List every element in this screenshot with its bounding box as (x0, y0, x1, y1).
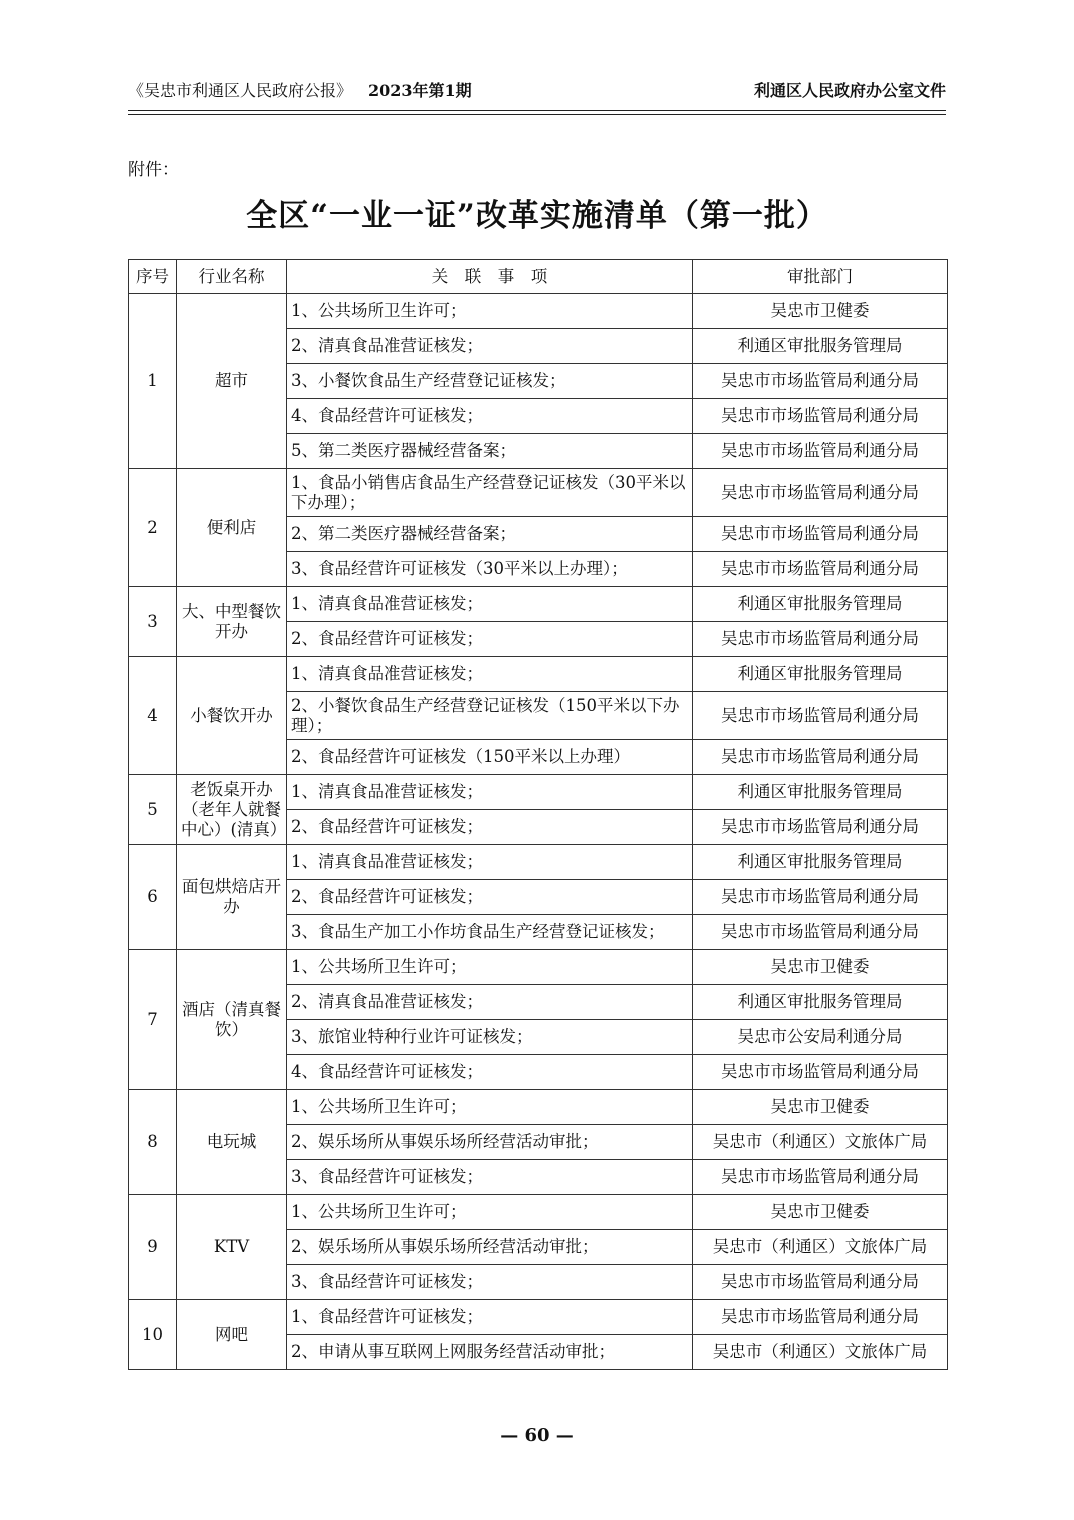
approval-department: 吴忠市卫健委 (693, 1195, 948, 1230)
table-header-row (129, 260, 948, 294)
approval-department: 吴忠市（利通区）文旅体广局 (693, 1335, 948, 1370)
table-row (129, 294, 948, 329)
approval-department: 吴忠市市场监管局利通分局 (693, 399, 948, 434)
table-row (129, 1195, 948, 1230)
header-issue: 2023年第1期 (368, 81, 472, 100)
row-index: 4 (129, 657, 177, 775)
related-item: 1、食品经营许可证核发； (287, 1300, 693, 1335)
approval-department: 吴忠市市场监管局利通分局 (693, 692, 948, 740)
related-item: 3、食品经营许可证核发（30平米以上办理）； (287, 552, 693, 587)
industry-name: 电玩城 (177, 1090, 287, 1195)
approval-department: 吴忠市市场监管局利通分局 (693, 915, 948, 950)
approval-department: 利通区审批服务管理局 (693, 329, 948, 364)
column-header-department: 审批部门 (693, 260, 948, 294)
industry-name: 超市 (177, 294, 287, 469)
header-office: 利通区人民政府办公室文件 (753, 81, 946, 100)
row-index: 5 (129, 775, 177, 845)
related-item: 4、食品经营许可证核发； (287, 1055, 693, 1090)
industry-name: 网吧 (177, 1300, 287, 1370)
related-item: 2、食品经营许可证核发； (287, 880, 693, 915)
related-item: 3、小餐饮食品生产经营登记证核发； (287, 364, 693, 399)
table-row (129, 775, 948, 810)
related-item: 2、清真食品准营证核发； (287, 329, 693, 364)
row-index: 1 (129, 294, 177, 469)
related-item: 1、清真食品准营证核发； (287, 587, 693, 622)
row-index: 9 (129, 1195, 177, 1300)
approval-department: 利通区审批服务管理局 (693, 985, 948, 1020)
approval-department: 吴忠市市场监管局利通分局 (693, 1265, 948, 1300)
approval-department: 吴忠市公安局利通分局 (693, 1020, 948, 1055)
table-row (129, 1090, 948, 1125)
table-row (129, 950, 948, 985)
approval-department: 吴忠市市场监管局利通分局 (693, 517, 948, 552)
table-body (129, 294, 948, 1370)
approval-department: 吴忠市市场监管局利通分局 (693, 552, 948, 587)
related-item: 2、第二类医疗器械经营备案； (287, 517, 693, 552)
industry-name: 老饭桌开办（老年人就餐中心）(清真） (177, 775, 287, 845)
table-row (129, 587, 948, 622)
industry-name: 便利店 (177, 469, 287, 587)
approval-department: 吴忠市市场监管局利通分局 (693, 810, 948, 845)
approval-department: 吴忠市卫健委 (693, 950, 948, 985)
approval-department: 吴忠市市场监管局利通分局 (693, 364, 948, 399)
approval-department: 吴忠市卫健委 (693, 1090, 948, 1125)
approval-department: 吴忠市市场监管局利通分局 (693, 434, 948, 469)
approval-department: 利通区审批服务管理局 (693, 845, 948, 880)
approval-department: 吴忠市市场监管局利通分局 (693, 1160, 948, 1195)
table-row (129, 657, 948, 692)
related-item: 2、食品经营许可证核发； (287, 810, 693, 845)
related-item: 4、食品经营许可证核发； (287, 399, 693, 434)
related-item: 3、食品生产加工小作坊食品生产经营登记证核发； (287, 915, 693, 950)
row-index: 6 (129, 845, 177, 950)
approval-department: 利通区审批服务管理局 (693, 775, 948, 810)
approval-department: 吴忠市市场监管局利通分局 (693, 740, 948, 775)
related-item: 1、公共场所卫生许可； (287, 1195, 693, 1230)
table-row (129, 1300, 948, 1335)
related-item: 1、公共场所卫生许可； (287, 294, 693, 329)
related-item: 3、食品经营许可证核发； (287, 1265, 693, 1300)
page-header (128, 78, 946, 106)
approval-department: 吴忠市市场监管局利通分局 (693, 1300, 948, 1335)
approval-department: 吴忠市市场监管局利通分局 (693, 622, 948, 657)
related-item: 3、旅馆业特种行业许可证核发； (287, 1020, 693, 1055)
related-item: 1、清真食品准营证核发； (287, 775, 693, 810)
column-header-industry: 行业名称 (177, 260, 287, 294)
attachment-label: 附件： (128, 160, 179, 180)
approval-department: 利通区审批服务管理局 (693, 587, 948, 622)
related-item: 5、第二类医疗器械经营备案； (287, 434, 693, 469)
row-index: 2 (129, 469, 177, 587)
related-item: 2、娱乐场所从事娱乐场所经营活动审批； (287, 1230, 693, 1265)
column-header-index: 序号 (129, 260, 177, 294)
page-number: — 60 — (500, 1425, 574, 1446)
related-item: 1、食品小销售店食品生产经营登记证核发（30平米以下办理）； (287, 469, 693, 517)
row-index: 3 (129, 587, 177, 657)
industry-name: 面包烘焙店开办 (177, 845, 287, 950)
row-index: 8 (129, 1090, 177, 1195)
industry-name: KTV (177, 1195, 287, 1300)
approval-department: 吴忠市市场监管局利通分局 (693, 880, 948, 915)
header-publication: 《吴忠市利通区人民政府公报》 2023年第1期 (128, 81, 472, 100)
table-row (129, 845, 948, 880)
row-index: 10 (129, 1300, 177, 1370)
header-rule (128, 110, 946, 111)
header-rule-thin (128, 114, 946, 115)
related-item: 2、娱乐场所从事娱乐场所经营活动审批； (287, 1125, 693, 1160)
approval-department: 吴忠市（利通区）文旅体广局 (693, 1230, 948, 1265)
column-header-items: 关 联 事 项 (287, 260, 693, 294)
reform-list-table (128, 259, 948, 1370)
row-index: 7 (129, 950, 177, 1090)
industry-name: 酒店（清真餐饮） (177, 950, 287, 1090)
approval-department: 利通区审批服务管理局 (693, 657, 948, 692)
related-item: 2、申请从事互联网上网服务经营活动审批； (287, 1335, 693, 1370)
document-title: 全区“一业一证”改革实施清单（第一批） (246, 198, 828, 234)
related-item: 2、清真食品准营证核发； (287, 985, 693, 1020)
approval-department: 吴忠市市场监管局利通分局 (693, 469, 948, 517)
related-item: 3、食品经营许可证核发； (287, 1160, 693, 1195)
industry-name: 小餐饮开办 (177, 657, 287, 775)
related-item: 2、食品经营许可证核发（150平米以上办理） (287, 740, 693, 775)
related-item: 2、食品经营许可证核发； (287, 622, 693, 657)
related-item: 2、小餐饮食品生产经营登记证核发（150平米以下办理）； (287, 692, 693, 740)
related-item: 1、公共场所卫生许可； (287, 1090, 693, 1125)
related-item: 1、清真食品准营证核发； (287, 657, 693, 692)
related-item: 1、公共场所卫生许可； (287, 950, 693, 985)
table-row (129, 469, 948, 517)
approval-department: 吴忠市市场监管局利通分局 (693, 1055, 948, 1090)
related-item: 1、清真食品准营证核发； (287, 845, 693, 880)
approval-department: 吴忠市（利通区）文旅体广局 (693, 1125, 948, 1160)
approval-department: 吴忠市卫健委 (693, 294, 948, 329)
industry-name: 大、中型餐饮开办 (177, 587, 287, 657)
